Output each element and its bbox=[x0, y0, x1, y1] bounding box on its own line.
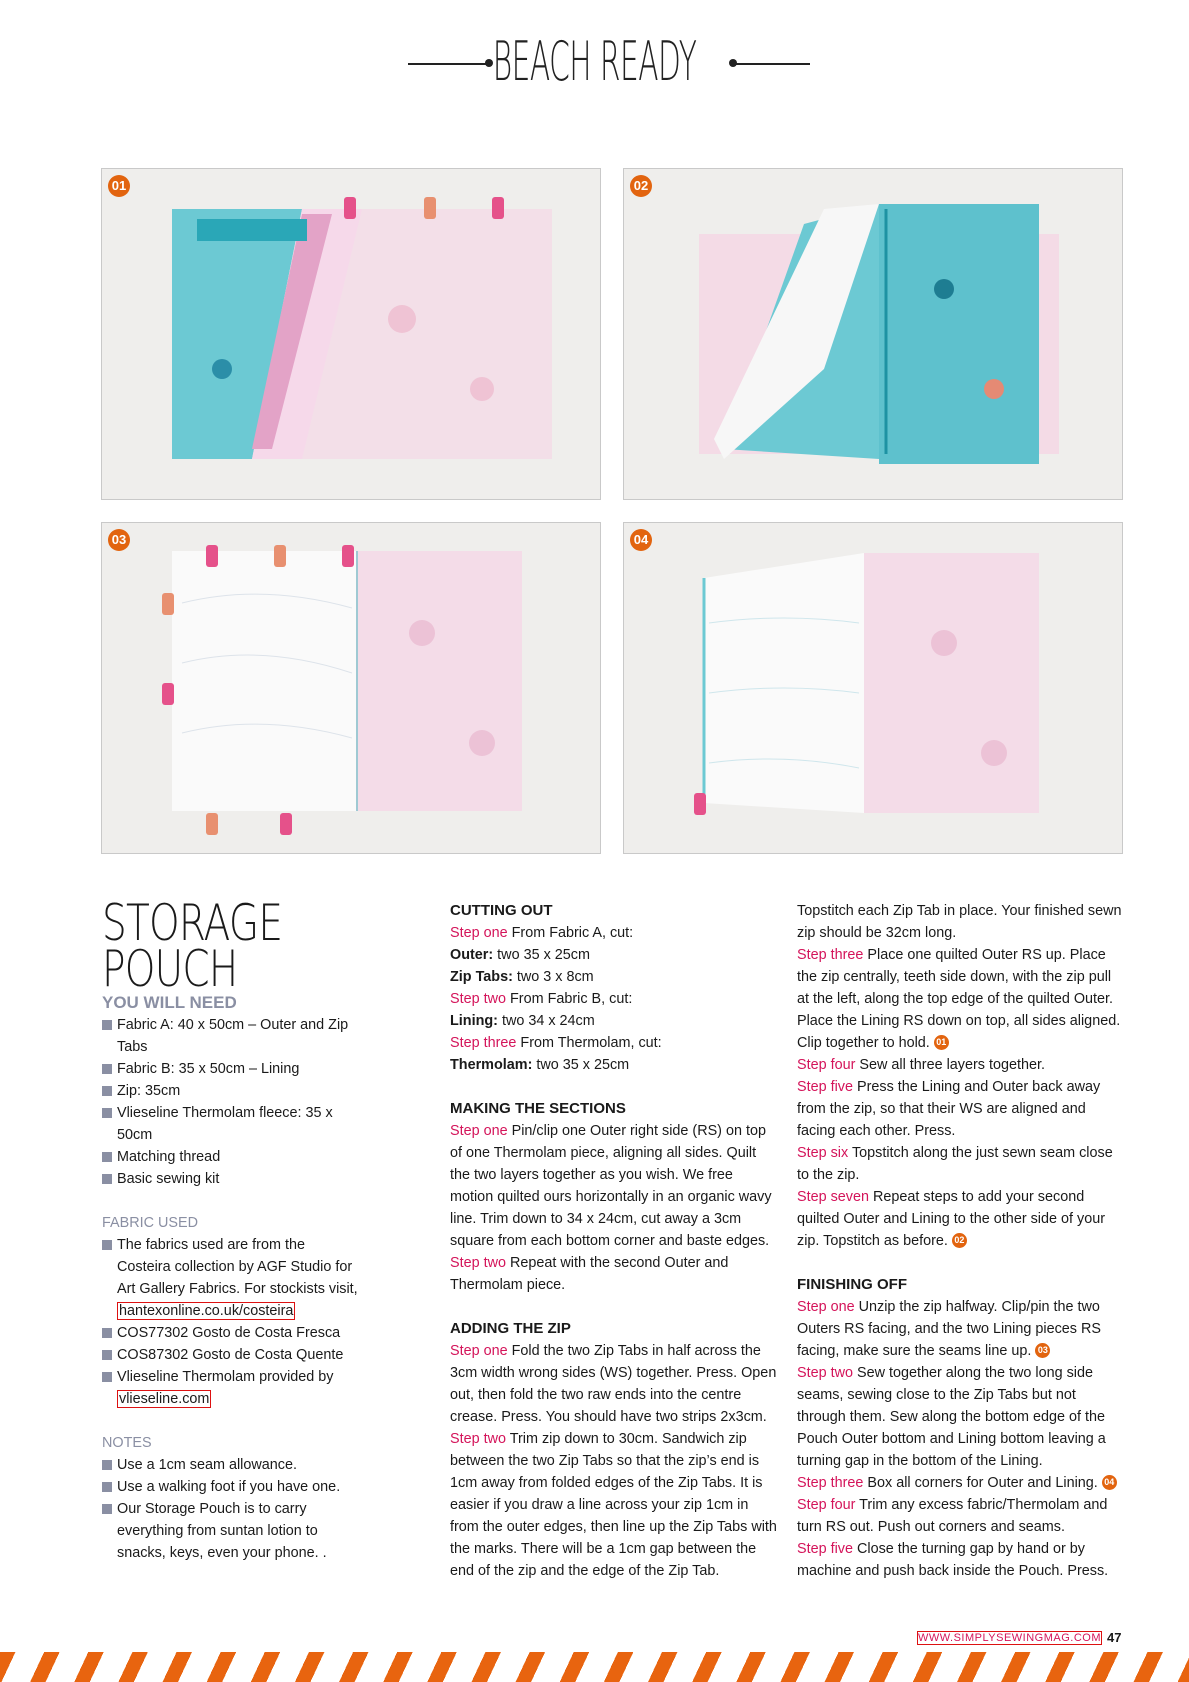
step-label: Step seven bbox=[797, 1189, 870, 1205]
instruction bbox=[450, 1252, 780, 1296]
list-item: Matching thread bbox=[102, 1146, 362, 1168]
decorative-stripe-band bbox=[0, 1652, 1189, 1682]
fabric-text: The fabrics used are from the Costeira collection by AGF Studio for Art Gallery Fabrics. For stockists visit, bbox=[117, 1237, 358, 1297]
clip bbox=[206, 545, 218, 567]
item-label: Lining: bbox=[450, 1013, 498, 1029]
step-text: Repeat steps to add your second quilted Outer and Lining to the other side of your zip. Topstitch as before. bbox=[797, 1189, 1106, 1249]
instruction bbox=[450, 1010, 780, 1032]
step-text: Repeat with the second Outer and Thermolam piece. bbox=[450, 1255, 729, 1293]
instruction bbox=[797, 1296, 1127, 1362]
step-label: Step one bbox=[797, 1299, 855, 1315]
clip bbox=[162, 593, 174, 615]
step-label: Step three bbox=[797, 947, 864, 963]
photo-badge: 03 bbox=[108, 529, 130, 551]
section-title: BEACH READY bbox=[492, 30, 697, 93]
step-label: Step five bbox=[797, 1541, 853, 1557]
step-label: Step two bbox=[450, 1255, 506, 1271]
step-label: Step two bbox=[797, 1365, 853, 1381]
instruction bbox=[450, 944, 780, 966]
instruction bbox=[797, 1054, 1127, 1076]
instruction: Topstitch each Zip Tab in place. Your finished sewn zip should be 32cm long. bbox=[797, 903, 1122, 941]
item-text: two 3 x 8cm bbox=[512, 969, 594, 985]
step-photo-04 bbox=[623, 522, 1123, 854]
clip bbox=[342, 545, 354, 567]
clip bbox=[492, 197, 504, 219]
cutting-out-heading: CUTTING OUT bbox=[450, 902, 553, 919]
finishing-off-heading: FINISHING OFF bbox=[797, 1276, 907, 1293]
photo-illustration bbox=[624, 169, 1122, 499]
clip bbox=[274, 545, 286, 567]
you-will-need-heading: YOU WILL NEED bbox=[102, 993, 237, 1012]
instruction bbox=[797, 1472, 1127, 1494]
step-text: Topstitch along the just sewn seam close to the zip. bbox=[797, 1145, 1113, 1183]
fabric-used-heading: FABRIC USED bbox=[102, 1215, 198, 1231]
step-text: From Fabric A, cut: bbox=[507, 925, 634, 941]
photo-ref-badge: 01 bbox=[934, 1035, 949, 1050]
item-label: Zip Tabs: bbox=[450, 969, 513, 985]
left-column bbox=[102, 894, 362, 1564]
item-label: Outer: bbox=[450, 947, 494, 963]
making-sections-heading: MAKING THE SECTIONS bbox=[450, 1100, 626, 1117]
step-photo-02 bbox=[623, 168, 1123, 500]
list-item: Fabric A: 40 x 50cm – Outer and Zip Tabs bbox=[102, 1014, 362, 1058]
clip bbox=[694, 793, 706, 815]
instruction bbox=[797, 1142, 1127, 1186]
item-text: two 34 x 24cm bbox=[497, 1013, 595, 1029]
list-item: Our Storage Pouch is to carry everything from suntan lotion to snacks, keys, even your phone. . bbox=[102, 1498, 362, 1564]
instruction bbox=[450, 1054, 780, 1076]
list-item: COS77302 Gosto de Costa Fresca bbox=[102, 1322, 362, 1344]
step-label: Step four bbox=[797, 1497, 856, 1513]
instruction bbox=[450, 1340, 780, 1428]
header-rule-right bbox=[732, 63, 810, 65]
instruction bbox=[450, 988, 780, 1010]
instruction bbox=[450, 1032, 780, 1054]
website-url[interactable]: WWW.SIMPLYSEWINGMAG.COM bbox=[917, 1632, 1101, 1644]
instruction bbox=[450, 966, 780, 988]
item-text: two 35 x 25cm bbox=[532, 1057, 630, 1073]
vlieseline-link[interactable]: vlieseline.com bbox=[119, 1391, 210, 1407]
step-label: Step four bbox=[797, 1057, 856, 1073]
photo-badge: 02 bbox=[630, 175, 652, 197]
pouch-title-line2: POUCH bbox=[102, 940, 238, 998]
photo-badge: 04 bbox=[630, 529, 652, 551]
step-text: Box all corners for Outer and Lining. bbox=[863, 1475, 1102, 1491]
clip bbox=[206, 813, 218, 835]
step-text: Close the turning gap by hand or by machine and push back inside the Pouch. Press. bbox=[797, 1541, 1109, 1579]
page-number: 47 bbox=[1107, 1630, 1122, 1645]
hantex-link[interactable]: hantexonline.co.uk/costeira bbox=[119, 1303, 294, 1319]
step-label: Step three bbox=[797, 1475, 864, 1491]
step-label: Step two bbox=[450, 991, 506, 1007]
notes-heading: NOTES bbox=[102, 1435, 152, 1451]
clip bbox=[344, 197, 356, 219]
photo-ref-badge: 03 bbox=[1035, 1343, 1050, 1358]
step-photo-01 bbox=[101, 168, 601, 500]
right-column bbox=[797, 900, 1127, 1582]
item-text: two 35 x 25cm bbox=[493, 947, 590, 963]
photo-illustration bbox=[102, 523, 600, 853]
instruction bbox=[797, 1076, 1127, 1142]
photo-badge: 01 bbox=[108, 175, 130, 197]
step-label: Step one bbox=[450, 1343, 508, 1359]
step-text: Pin/clip one Outer right side (RS) on top of one Thermolam piece, aligning all sides. Quilt the two layers together as you wish. We free motion quilted ours horizontally in an organic wavy line. Trim down to 34 x 24cm, cut away a 3cm square from each bottom corner and baste edges. bbox=[450, 1123, 772, 1249]
list-item: Basic sewing kit bbox=[102, 1168, 362, 1190]
list-item bbox=[102, 1234, 362, 1322]
list-item: Zip: 35cm bbox=[102, 1080, 362, 1102]
item-label: Thermolam: bbox=[450, 1057, 533, 1073]
website-link[interactable] bbox=[917, 1632, 1102, 1644]
fabric-text: Vlieseline Thermolam provided by bbox=[117, 1369, 334, 1385]
step-text: Fold the two Zip Tabs in half across the 3cm width wrong sides (WS) together. Press. Open out, then fold the two raw ends into the centre crease. Press. You should have two strips 2x3cm. bbox=[450, 1343, 777, 1425]
list-item: Use a walking foot if you have one. bbox=[102, 1476, 362, 1498]
instruction bbox=[450, 1428, 780, 1582]
step-text: Unzip the zip halfway. Clip/pin the two Outers RS facing, and the two Lining pieces RS facing, make sure the seams line up. bbox=[797, 1299, 1101, 1359]
adding-zip-heading: ADDING THE ZIP bbox=[450, 1320, 571, 1337]
list-item: Fabric B: 35 x 50cm – Lining bbox=[102, 1058, 362, 1080]
instruction bbox=[797, 1362, 1127, 1472]
clip bbox=[280, 813, 292, 835]
instruction bbox=[797, 1538, 1127, 1582]
list-item: Vlieseline Thermolam fleece: 35 x 50cm bbox=[102, 1102, 362, 1146]
step-label: Step five bbox=[797, 1079, 853, 1095]
step-text: Trim any excess fabric/Thermolam and turn RS out. Push out corners and seams. bbox=[797, 1497, 1108, 1535]
step-label: Step six bbox=[797, 1145, 849, 1161]
instruction bbox=[450, 922, 780, 944]
step-photo-03 bbox=[101, 522, 601, 854]
step-text: Place one quilted Outer RS up. Place the zip centrally, teeth side down, with the zip pull at the left, along the top edge of the quilted Outer. Place the Lining RS down on top, all sides aligned. Clip together to hold. bbox=[797, 947, 1121, 1051]
instruction bbox=[797, 1494, 1127, 1538]
step-text: Press the Lining and Outer back away from the zip, so that their WS are aligned and facing each other. Press. bbox=[797, 1079, 1101, 1139]
photo-ref-badge: 04 bbox=[1102, 1475, 1117, 1490]
instruction bbox=[797, 1186, 1127, 1252]
photo-ref-badge: 02 bbox=[952, 1233, 967, 1248]
step-text: Sew all three layers together. bbox=[855, 1057, 1045, 1073]
step-text: Trim zip down to 30cm. Sandwich zip between the two Zip Tabs so that the zip’s end is 1cm away from folded edges of the Zip Tabs. It is easier if you draw a line across your zip 1cm in from the outer edges, then line up the Zip Tabs with the marks. There will be a 1cm gap between the end of the zip and the edge of the Zip Tab. bbox=[450, 1431, 777, 1579]
step-label: Step one bbox=[450, 925, 508, 941]
step-label: Step three bbox=[450, 1035, 517, 1051]
step-text: From Fabric B, cut: bbox=[506, 991, 633, 1007]
page-header bbox=[0, 28, 1189, 98]
step-label: Step one bbox=[450, 1123, 508, 1139]
instruction bbox=[797, 944, 1127, 1054]
step-text: From Thermolam, cut: bbox=[516, 1035, 662, 1051]
step-text: Sew together along the two long side seams, sewing close to the Zip Tabs but not through them. Sew along the bottom edge of the Pouch Outer bottom and Lining bottom leaving a turning gap in the bottom of the Lining. bbox=[797, 1365, 1106, 1469]
list-item bbox=[102, 1366, 362, 1410]
pouch-title-line1: STORAGE bbox=[102, 894, 283, 952]
clip bbox=[162, 683, 174, 705]
instruction bbox=[450, 1120, 780, 1252]
step-label: Step two bbox=[450, 1431, 506, 1447]
clip bbox=[424, 197, 436, 219]
list-item: Use a 1cm seam allowance. bbox=[102, 1454, 362, 1476]
list-item: COS87302 Gosto de Costa Quente bbox=[102, 1344, 362, 1366]
middle-column bbox=[450, 900, 780, 1582]
